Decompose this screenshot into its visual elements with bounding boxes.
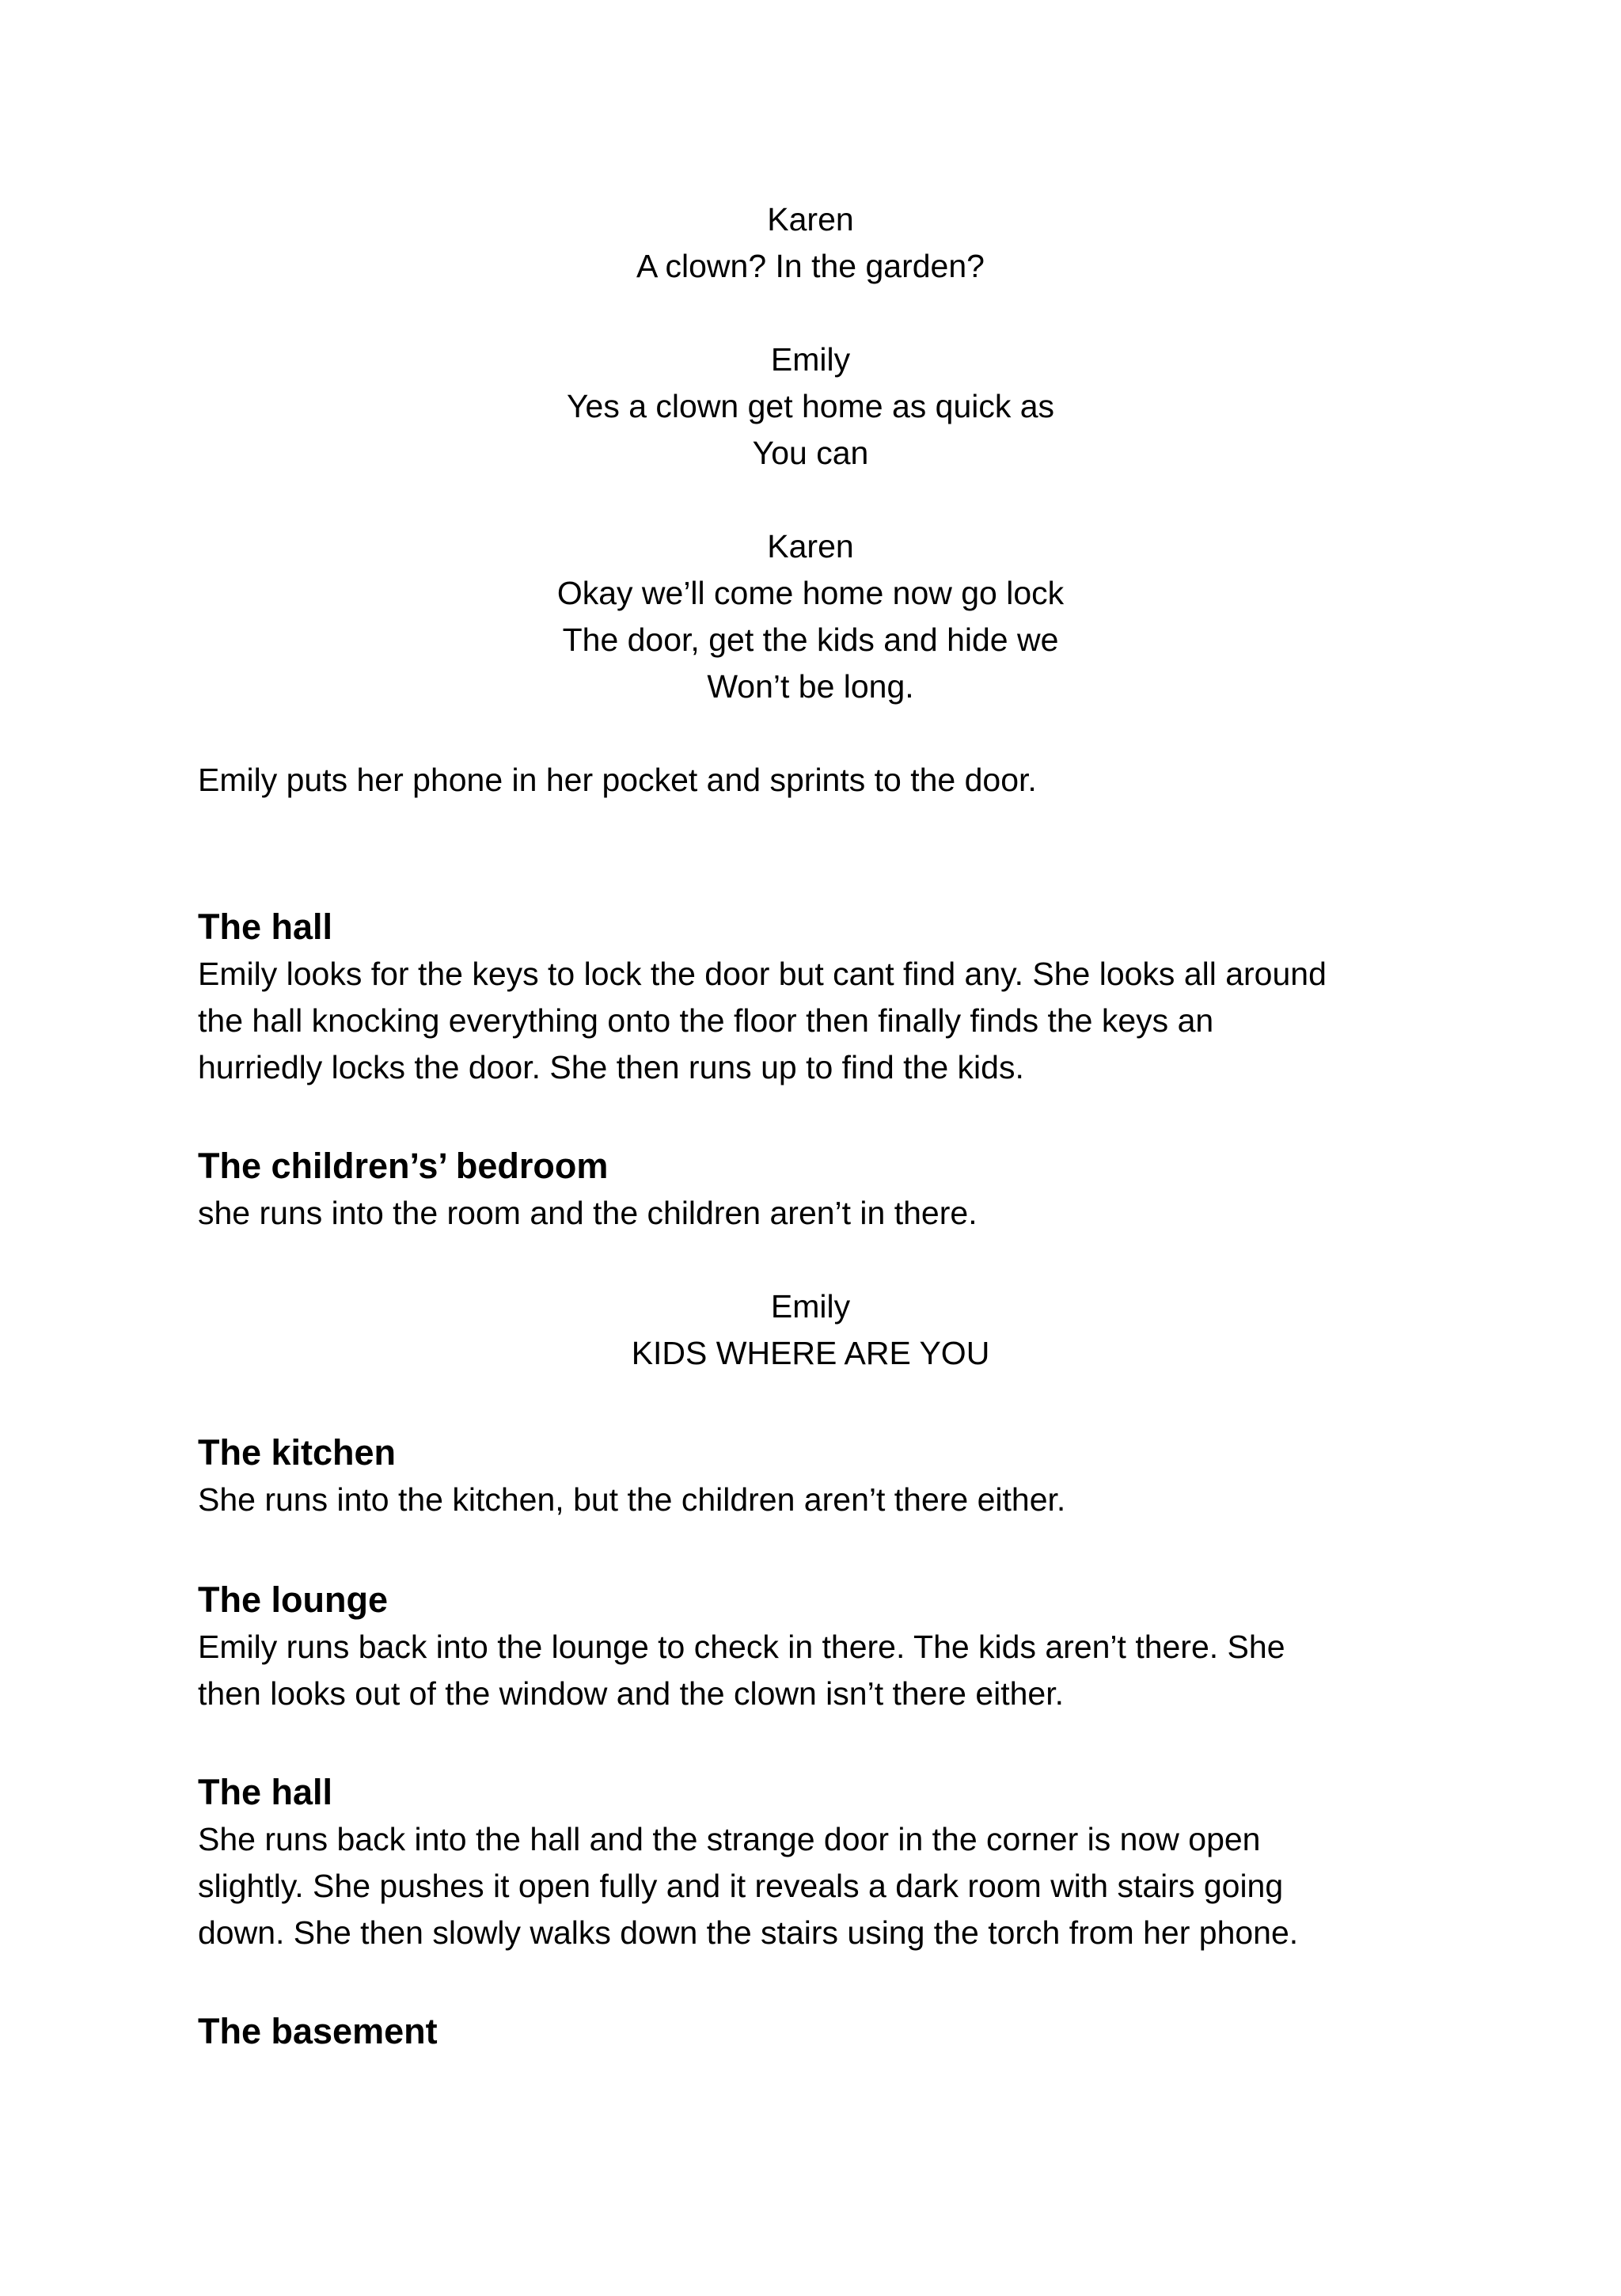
dialogue-line: The door, get the kids and hide we bbox=[562, 622, 1059, 658]
character-name-emily: Emily bbox=[770, 1288, 851, 1325]
dialogue-line: You can bbox=[752, 435, 869, 471]
action-line: she runs into the room and the children aren’t in there. bbox=[198, 1195, 978, 1231]
dialogue-line: Okay we’ll come home now go lock bbox=[556, 575, 1065, 611]
scene-heading-bedroom: The children’s’ bedroom bbox=[198, 1146, 609, 1186]
dialogue-line: A clown? In the garden? bbox=[636, 248, 985, 284]
character-name-karen: Karen bbox=[767, 528, 854, 564]
action-line: down. She then slowly walks down the stairs using the torch from her phone. bbox=[198, 1914, 1299, 1951]
character-name-karen: Karen bbox=[767, 201, 854, 238]
character-name-emily: Emily bbox=[770, 341, 851, 378]
action-line: the hall knocking everything onto the floor then finally finds the keys an bbox=[198, 1002, 1214, 1039]
action-line: Emily runs back into the lounge to check in there. The kids aren’t there. She bbox=[198, 1629, 1285, 1665]
scene-heading-kitchen: The kitchen bbox=[198, 1432, 397, 1473]
action-line: She runs into the kitchen, but the children aren’t there either. bbox=[198, 1481, 1066, 1518]
scene-heading-hall: The hall bbox=[198, 907, 333, 947]
dialogue-line: Yes a clown get home as quick as bbox=[566, 388, 1055, 424]
action-line: She runs back into the hall and the strange door in the corner is now open bbox=[198, 1821, 1261, 1857]
scene-heading-basement: The basement bbox=[198, 2011, 438, 2051]
action-line: then looks out of the window and the clown isn’t there either. bbox=[198, 1675, 1065, 1712]
action-line: Emily looks for the keys to lock the door but cant find any. She looks all around bbox=[198, 956, 1327, 992]
action-line: slightly. She pushes it open fully and it reveals a dark room with stairs going bbox=[198, 1868, 1284, 1904]
action-line: hurriedly locks the door. She then runs up to find the kids. bbox=[198, 1049, 1024, 1085]
scene-heading-hall: The hall bbox=[198, 1772, 333, 1812]
scene-heading-lounge: The lounge bbox=[198, 1579, 388, 1620]
dialogue-line: KIDS WHERE ARE YOU bbox=[631, 1335, 990, 1371]
dialogue-line: Won’t be long. bbox=[707, 668, 914, 705]
action-line: Emily puts her phone in her pocket and sprints to the door. bbox=[198, 762, 1037, 798]
